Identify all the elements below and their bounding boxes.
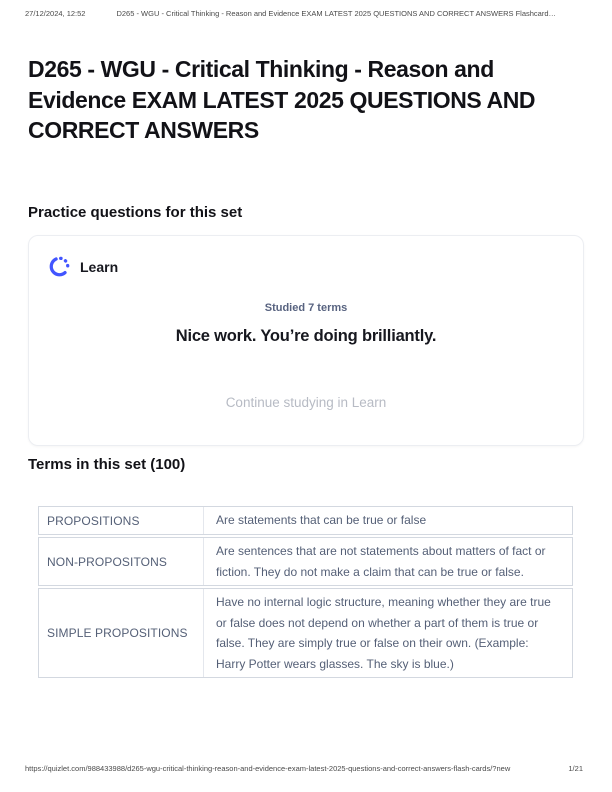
definition-cell xyxy=(204,589,572,677)
definition-text: Are sentences that are not statements about matters of fact or fiction. They do not make a claim that can be true or false. xyxy=(216,544,546,579)
studied-terms-count: Studied 7 terms xyxy=(264,302,348,314)
encouragement-message: Nice work. You’re doing brilliantly. xyxy=(175,327,437,345)
terms-in-set-heading: Terms in this set (100) xyxy=(28,456,186,473)
term-cell: PROPOSITIONS xyxy=(39,507,204,534)
print-doc-title: D265 - WGU - Critical Thinking - Reason and Evidence EXAM LATEST 2025 QUESTIONS AND CORRECT ANSWERS Flashcard… xyxy=(116,9,557,18)
print-footer xyxy=(25,764,583,773)
terms-table xyxy=(38,506,573,680)
term-cell: SIMPLE PROPOSITIONS xyxy=(39,589,204,677)
definition-cell xyxy=(204,538,572,585)
definition-text: Have no internal logic structure, meaning whether they are true or false does not depend on whether a part of them is true or false. They are simply true or false on their own. (Example: Harry Potter wears glasses. The sky is blue.) xyxy=(216,595,551,671)
learn-practice-card xyxy=(28,235,584,446)
table-row xyxy=(38,506,573,535)
continue-studying-button[interactable]: Continue studying in Learn xyxy=(29,394,583,411)
table-row xyxy=(38,588,573,678)
print-datetime: 27/12/2024, 12:52 xyxy=(25,9,86,18)
print-header xyxy=(25,9,587,18)
learn-mode-link[interactable] xyxy=(48,255,118,278)
definition-text: Are statements that can be true or false xyxy=(216,513,427,528)
table-row xyxy=(38,537,573,586)
term-cell: NON-PROPOSITONS xyxy=(39,538,204,585)
practice-questions-heading: Practice questions for this set xyxy=(28,204,243,221)
print-page-indicator: 1/21 xyxy=(568,764,583,773)
print-url: https://quizlet.com/988433988/d265-wgu-critical-thinking-reason-and-evidence-exam-latest-2025-questions-and-correct-answers-flash-cards/?new xyxy=(25,764,511,773)
definition-cell xyxy=(204,507,572,534)
learn-icon xyxy=(48,255,71,278)
learn-mode-label: Learn xyxy=(80,258,119,275)
page-title: D265 - WGU - Critical Thinking - Reason and Evidence EXAM LATEST 2025 QUESTIONS AND CORRECT ANSWERS xyxy=(28,56,536,143)
